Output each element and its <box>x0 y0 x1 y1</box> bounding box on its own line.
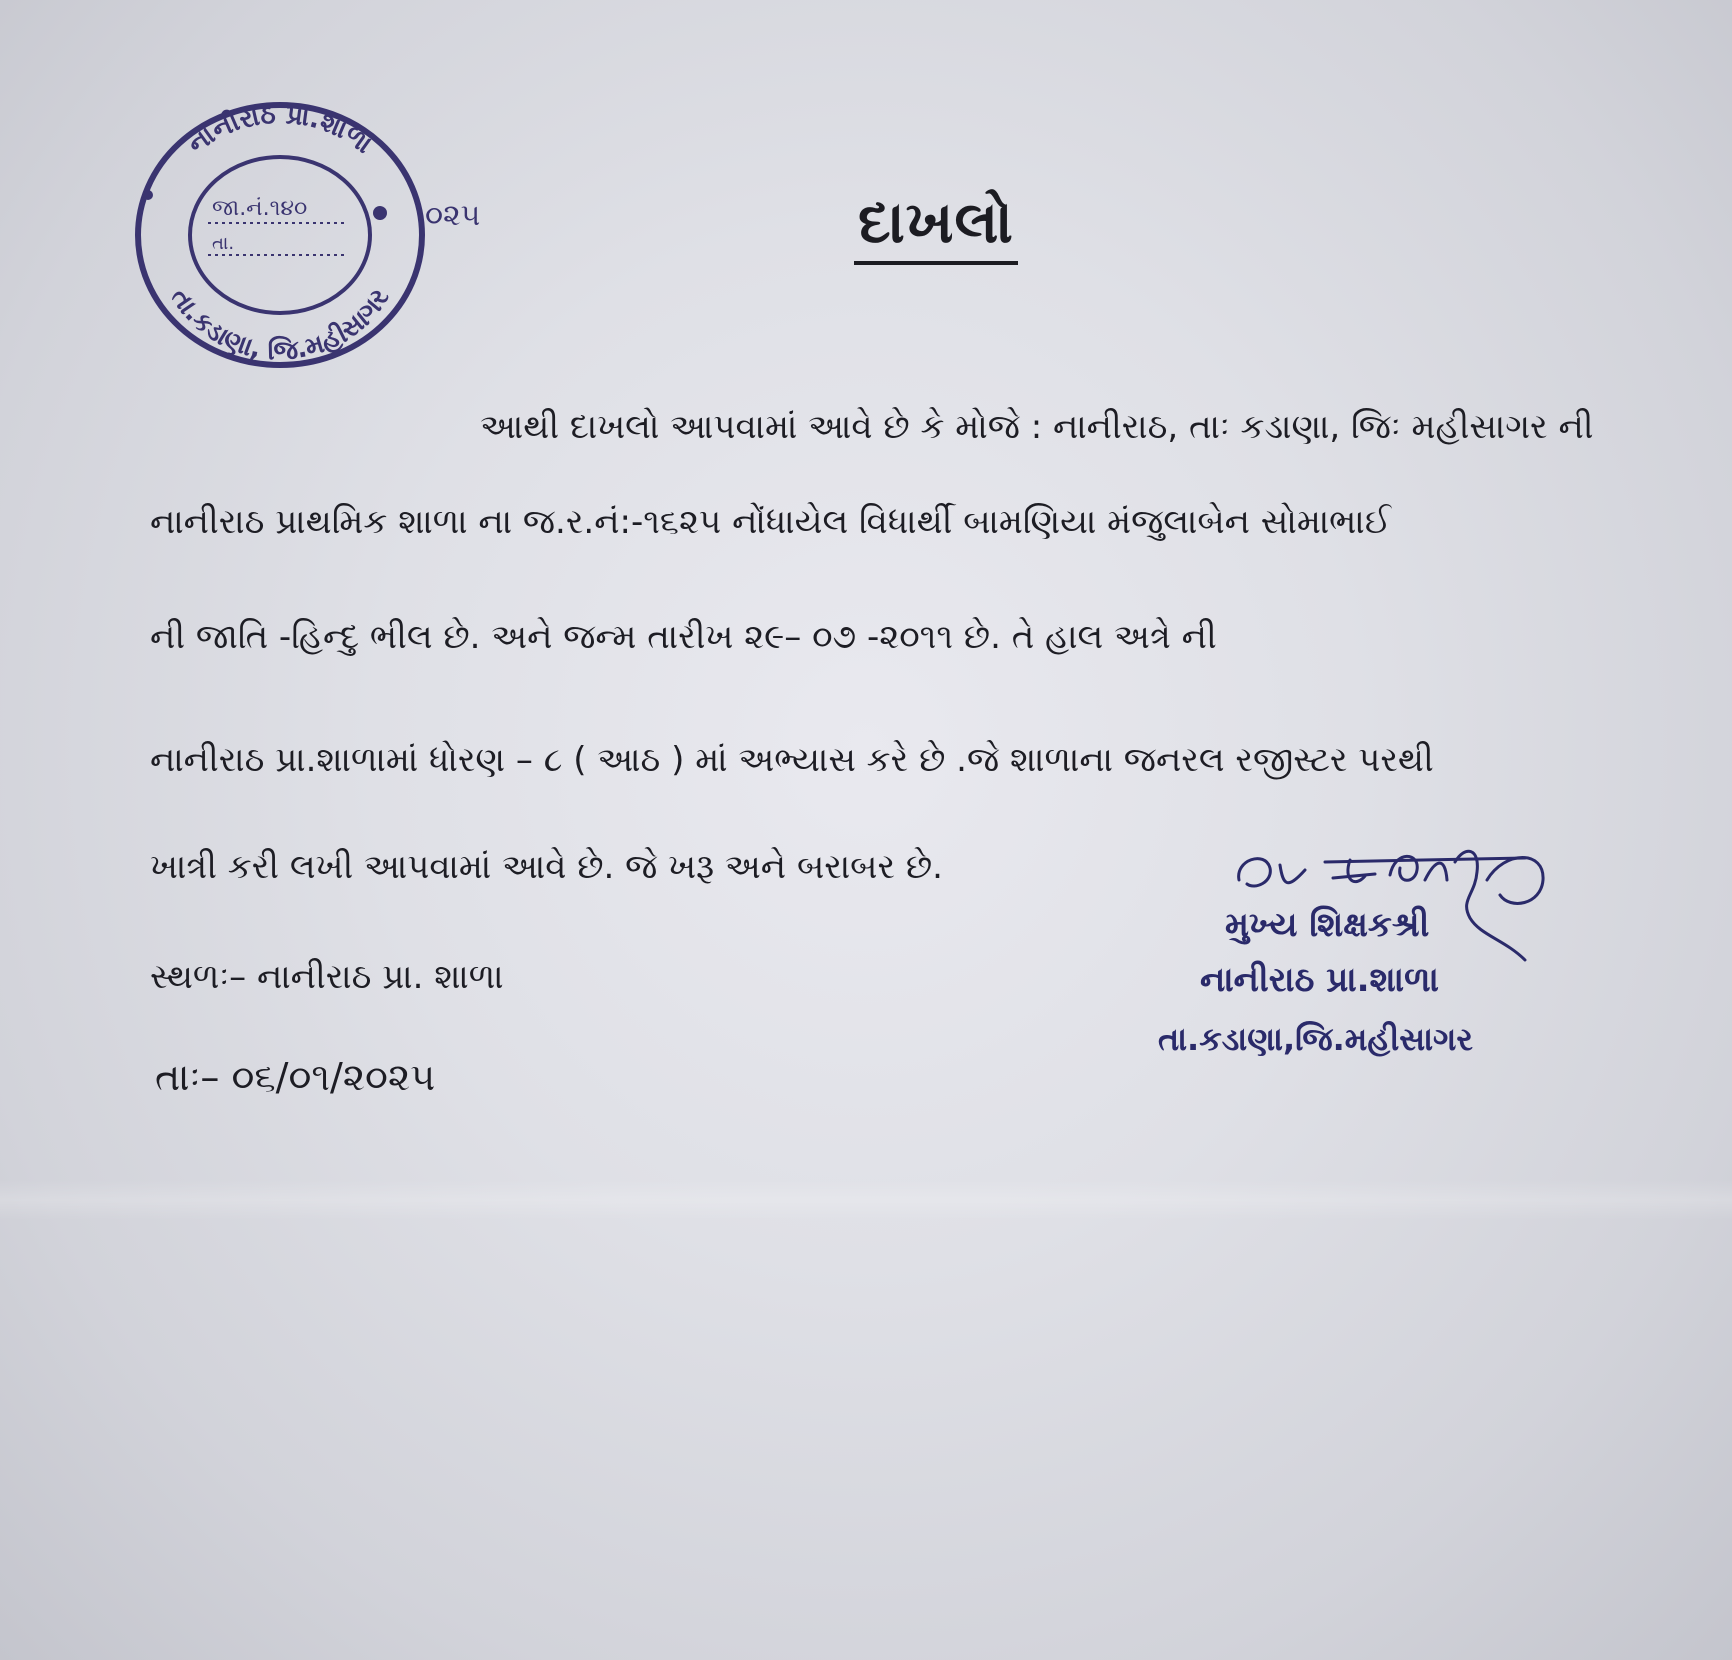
stamp-bottom-text: તા.કડાણા, જિ.મહીસાગર <box>164 283 396 367</box>
body-line-1: આથી દાખલો આપવામાં આવે છે કે મોજે : નાનીરાઠ, તાઃ કડાણા, જિઃ મહીસાગર ની <box>480 407 1594 447</box>
certificate-title-wrap <box>0 188 1732 265</box>
date-line: તાઃ– ૦૬/૦૧/૨૦૨૫ <box>155 1055 436 1099</box>
stamp-top-text: નાનીરાઠ પ્રા.શાળા <box>182 99 378 160</box>
school-name-label: નાનીરાઠ પ્રા.શાળા <box>1200 960 1439 1000</box>
certificate-title: દાખલો <box>854 188 1018 265</box>
body-line-4: નાનીરાઠ પ્રા.શાળામાં ધોરણ – ૮ ( આઠ ) માં અભ્યાસ કરે છે .જે શાળાના જનરલ રજીસ્ટર પરથી <box>150 740 1434 780</box>
stamp-date-label: તા. <box>212 233 235 254</box>
school-location-label: તા.કડાણા,જિ.મહીસાગર <box>1158 1020 1473 1058</box>
paper-fold-shade <box>0 1180 1732 1220</box>
place-line: સ્થળઃ– નાનીરાઠ પ્રા. શાળા <box>150 957 504 997</box>
body-line-2: નાનીરાઠ પ્રાથમિક શાળા ના જ.ર.નં:-૧૬૨૫ નોંધાયેલ વિધાર્થી બામણિયા મંજુલાબેન સોમાભાઈ <box>150 502 1391 542</box>
designation-label: મુખ્ય શિક્ષકશ્રી <box>1225 905 1430 945</box>
stamp-handwritten-year: ૦૨૫ <box>425 198 481 233</box>
body-line-3: ની જાતિ -હિન્દુ ભીલ છે. અને જન્મ તારીખ ૨૯– ૦૭ -૨૦૧૧ છે. તે હાલ અત્રે ની <box>150 617 1217 657</box>
body-line-5: ખાત્રી કરી લખી આપવામાં આવે છે. જે ખરૂ અને બરાબર છે. <box>150 847 943 887</box>
stamp-inward-number: જા.નં.૧૪૦ <box>212 196 308 221</box>
